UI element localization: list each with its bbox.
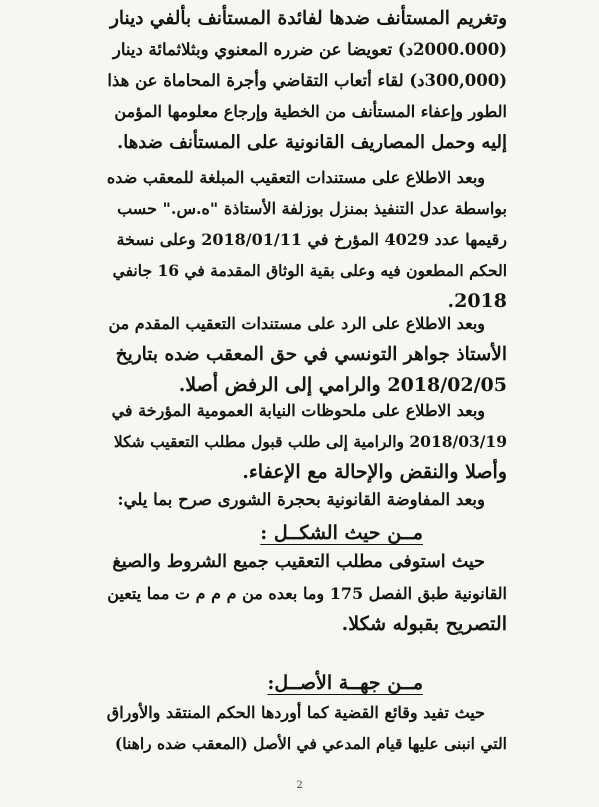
page-number: 2 <box>296 780 303 791</box>
text-line: (300,000د) لقاء أتعاب التقاضي وأجرة المحاماة عن هذا <box>107 71 507 90</box>
text-line: الأستاذ جواهر التونسي في حق المعقب ضده بتاريخ <box>115 344 507 365</box>
paragraph-form-section <box>107 547 507 640</box>
text-line: 2018/03/19 والرامية إلى طلب قبول مطلب التعقيب شكلا <box>113 432 507 451</box>
text-line: وأصلا والنقض والإحالة مع الإعفاء. <box>242 461 507 483</box>
text-line: 2018. <box>447 290 507 312</box>
text-line: بواسطة عدل التنفيذ بمنزل بوزلفة الأستاذة "ه.س." حسب <box>117 199 507 218</box>
text-line: القانونية طبق الفصل 175 وما بعده من م م م ت مما يتعين <box>107 584 507 603</box>
text-line: حيث تفيد وقائع القضية كما أوردها الحكم المنتقد والأوراق <box>106 703 485 722</box>
text-line: الحكم المطعون فيه وعلى بقية الوثاق المقدمة في 16 جانفي <box>112 261 507 280</box>
text-line: وبعد الاطلاع على ملحوظات النيابة العمومية المؤرخة في <box>111 401 485 420</box>
paragraph-response <box>107 308 507 401</box>
paragraph-damages-ruling <box>107 3 507 158</box>
text-line: 2018/02/05 والرامي إلى الرفض أصلا. <box>178 374 507 396</box>
text-line: التصريح بقبوله شكلا. <box>341 613 507 635</box>
text-line: وبعد الاطلاع على مستندات التعقيب المبلغة للمعقب ضده <box>106 168 485 187</box>
text-line: وبعد الاطلاع على الرد على مستندات التعقيب المقدم من <box>108 314 485 333</box>
paragraph-merits-section <box>107 697 507 759</box>
paragraph-prosecution-notes <box>107 395 507 488</box>
text-line: حيث استوفى مطلب التعقيب جميع الشروط والصيغ <box>112 552 485 572</box>
paragraph-deliberation <box>107 484 507 515</box>
text-line: وتغريم المستأنف ضدها لفائدة المستأنف بألفي دينار <box>109 8 507 29</box>
paragraph-appeal-grounds <box>107 162 507 317</box>
section-heading-merits: مــن جهــة الأصــل: <box>267 672 423 694</box>
section-heading-form: مــن حيث الشكــل : <box>260 522 423 544</box>
text-line: التي انبنى عليها قيام المدعي في الأصل (المعقب ضده راهنا) <box>114 734 507 753</box>
text-line: (2000.000د) تعويضا عن ضرره المعنوي وبثلاثمائة دينار <box>112 40 507 59</box>
text-line: رقيمها عدد 4029 المؤرخ في 2018/01/11 وعلى نسخة <box>116 230 507 249</box>
text-line: إليه وحمل المصاريف القانونية على المستأنف ضدها. <box>116 132 507 153</box>
text-line: الطور وإعفاء المستأنف من الخطية وإرجاع معلومها المؤمن <box>114 102 507 121</box>
text-line: وبعد المفاوضة القانونية بحجرة الشورى صرح بما يلي: <box>117 490 485 509</box>
